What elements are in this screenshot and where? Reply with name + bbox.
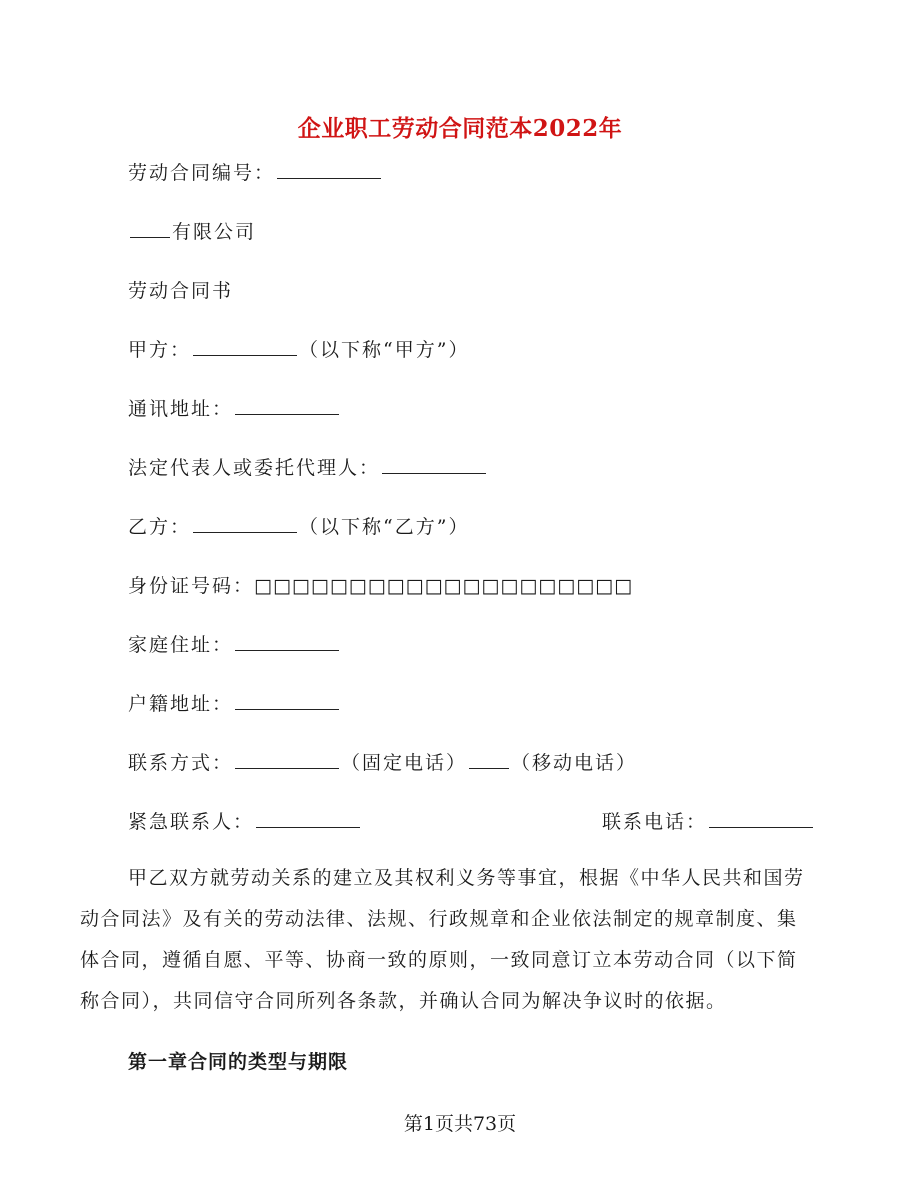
emergency-blank xyxy=(256,826,360,828)
party-a-blank xyxy=(193,354,297,356)
legal-rep-line xyxy=(128,453,488,480)
address-blank xyxy=(235,413,339,415)
emergency-phone-blank xyxy=(709,826,813,828)
emergency-phone-group xyxy=(602,807,815,834)
id-number-boxes: □□□□□□□□□□□□□□□□□□□□ xyxy=(254,575,634,597)
legal-rep-blank xyxy=(382,472,486,474)
address-line xyxy=(128,394,341,421)
home-address-label: 家庭住址： xyxy=(128,634,234,656)
contract-number-line xyxy=(128,158,383,185)
company-line xyxy=(128,217,256,244)
contract-number-blank xyxy=(277,177,381,179)
contract-book-line: 劳动合同书 xyxy=(128,280,234,302)
preamble-line-2: 动合同法》及有关的劳动法律、法规、行政规章和企业依法制定的规章制度、集 xyxy=(80,908,798,930)
preamble-line-3: 体合同，遵循自愿、平等、协商一致的原则，一致同意订立本劳动合同（以下简 xyxy=(80,949,798,971)
contact-line xyxy=(128,748,637,775)
contract-number-label: 劳动合同编号： xyxy=(128,162,276,184)
contact-label: 联系方式： xyxy=(128,752,234,774)
party-b-blank xyxy=(193,531,297,533)
address-label: 通讯地址： xyxy=(128,398,234,420)
party-a-note: （以下称“甲方”） xyxy=(299,339,470,361)
emergency-label: 紧急联系人： xyxy=(128,811,255,833)
hukou-address-line xyxy=(128,689,341,716)
fixed-phone-note: （固定电话） xyxy=(341,752,468,774)
document-title: 企业职工劳动合同范本2022年 xyxy=(297,115,623,142)
mobile-phone-blank xyxy=(469,767,509,769)
mobile-phone-note: （移动电话） xyxy=(511,752,638,774)
id-number-line xyxy=(128,571,633,598)
home-address-blank xyxy=(235,649,339,651)
party-b-note: （以下称“乙方”） xyxy=(299,516,470,538)
preamble-line-4: 称合同），共同信守合同所列各条款，并确认合同为解决争议时的依据。 xyxy=(80,990,727,1012)
preamble-paragraph xyxy=(80,858,828,1022)
hukou-address-blank xyxy=(235,708,339,710)
company-suffix: 有限公司 xyxy=(172,221,257,243)
page-footer: 第1页共73页 xyxy=(403,1113,517,1135)
home-address-line xyxy=(128,630,341,657)
company-name-blank xyxy=(130,236,170,238)
preamble-line-1: 甲乙双方就劳动关系的建立及其权利义务等事宜，根据《中华人民共和国劳 xyxy=(128,867,805,889)
party-a-label: 甲方： xyxy=(128,339,192,361)
chapter-heading: 第一章合同的类型与期限 xyxy=(128,1051,349,1073)
emergency-line xyxy=(128,807,828,834)
hukou-address-label: 户籍地址： xyxy=(128,693,234,715)
party-b-label: 乙方： xyxy=(128,516,192,538)
fixed-phone-blank xyxy=(235,767,339,769)
party-b-line xyxy=(128,512,469,539)
legal-rep-label: 法定代表人或委托代理人： xyxy=(128,457,381,479)
id-number-label: 身份证号码： xyxy=(128,575,255,597)
party-a-line xyxy=(128,335,469,362)
emergency-phone-label: 联系电话： xyxy=(602,811,708,833)
